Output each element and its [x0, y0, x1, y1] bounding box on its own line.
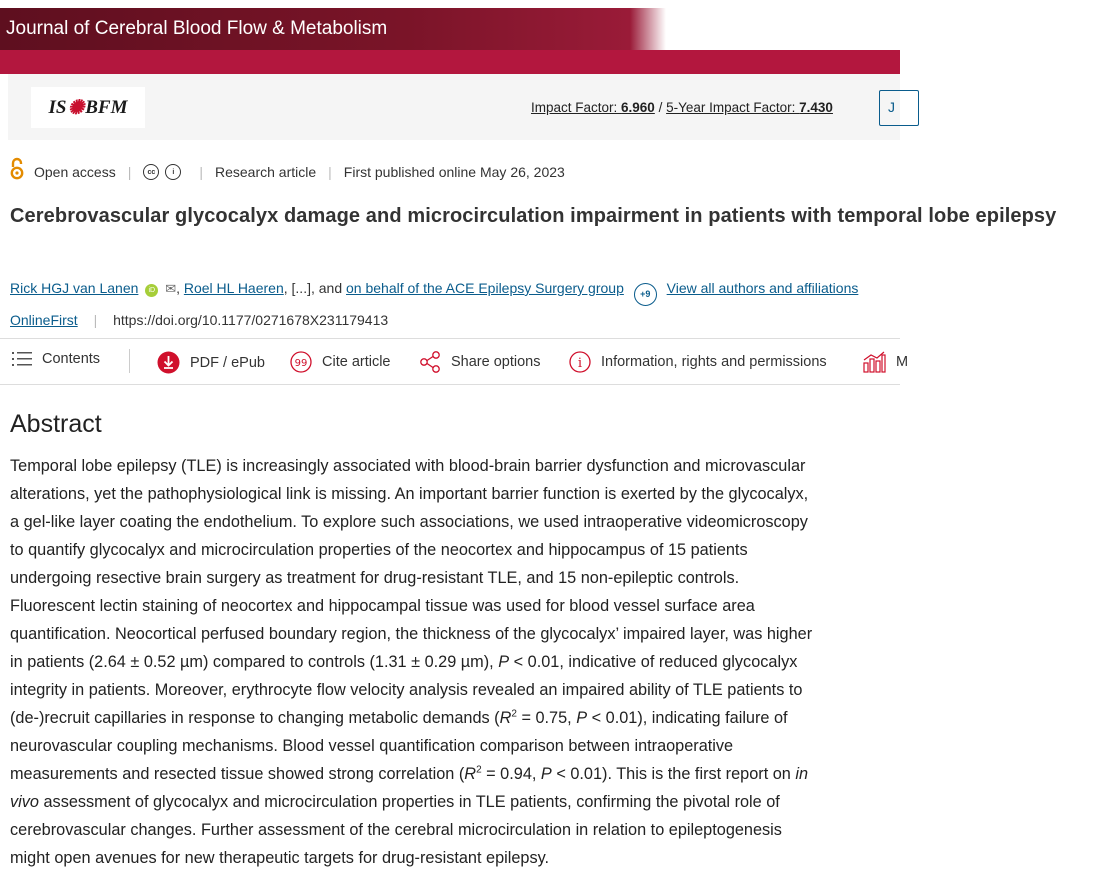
status-link[interactable]: OnlineFirst	[10, 312, 78, 328]
author-list: Rick HGJ van Lanen iD ✉, Roel HL Haeren, [...], and on behalf of the ACE Epilepsy Surgery group +9 View all authors and affiliations	[10, 280, 858, 306]
metrics-button[interactable]	[862, 351, 908, 373]
doi-text[interactable]: https://doi.org/10.1177/0271678X231179413	[113, 312, 389, 328]
isbfm-logo[interactable]	[31, 87, 145, 128]
logo-text-left: IS	[48, 96, 67, 118]
pdf-label: PDF / ePub	[190, 354, 265, 371]
doi-line	[10, 312, 388, 328]
share-label: Share options	[451, 354, 541, 370]
p-symbol: P	[498, 653, 510, 671]
five-year-value: 7.430	[799, 100, 833, 115]
creative-commons-icon[interactable]: cc	[143, 164, 159, 180]
info-button[interactable]	[569, 351, 827, 373]
brand-band	[0, 50, 900, 74]
p-symbol: P	[540, 765, 552, 783]
info-label: Information, rights and permissions	[601, 354, 827, 370]
journal-header	[8, 74, 900, 140]
abstract-text	[10, 452, 820, 872]
share-button[interactable]	[419, 351, 540, 373]
group-author-link[interactable]: on behalf of the ACE Epilepsy Surgery group	[346, 280, 624, 296]
abstract-part: < 0.01, indicative of reduced glycocalyx integrity in patients. Moreover, erythrocyte flow velocity analysis revealed an impaired ability of TLE patients to (de-)recruit capillaries in response to changing metabolic demands (	[10, 653, 803, 727]
download-icon	[157, 351, 180, 374]
share-icon	[419, 351, 441, 373]
impact-value: 6.960	[621, 100, 655, 115]
p-symbol: P	[576, 709, 588, 727]
article-title: Cerebrovascular glycocalyx damage and microcirculation impairment in patients with temporal lobe epilepsy	[10, 205, 1057, 227]
journal-title[interactable]: Journal of Cerebral Blood Flow & Metabolism	[6, 18, 388, 39]
impact-label: Impact Factor:	[531, 100, 622, 115]
abstract-part: Temporal lobe epilepsy (TLE) is increasingly associated with blood-brain barrier dysfunction and microvascular alterations, yet the pathophysiological link is missing. An important barrier function is exerted by the glycocalyx, a gel-like layer coating the endothelium. To explore such associations, we used intraoperative videomicroscopy to quantify glycocalyx and microcirculation properties of the neocortex and hippocampus of 15 patients undergoing resective brain surgery as treatment for drug-resistant TLE, and 15 non-epileptic controls. Fluorescent lectin staining of neocortex and hippocampal tissue was used for blood vessel surface area quantification. Neocortical perfused boundary region, the thickness of the glycocalyx’ impaired layer, was higher in patients (2.64 ± 0.52 µm) compared to controls (1.31 ± 0.29 µm),	[10, 457, 813, 671]
logo-text-right: BFM	[85, 96, 128, 118]
article-type: Research article	[215, 164, 317, 180]
article-meta	[10, 158, 565, 186]
publish-date: First published online May 26, 2023	[343, 164, 565, 180]
journal-banner	[0, 8, 900, 50]
abstract-part: assessment of glycocalyx and microcirculation properties in TLE patients, confirming the pivotal role of cerebrovascular changes. Further assessment of the cerebral microcirculation in relation to epileptogenesis might open avenues for new therapeutic targets for drug-resistant epilepsy.	[10, 793, 782, 867]
meta-divider: |	[328, 164, 332, 180]
abstract-part: < 0.01), indicating failure of neurovascular coupling mechanisms. Blood vessel quantification comparison between intraoperative measurements and resected tissue showed strong correlation (	[10, 709, 788, 783]
author-ellipsis[interactable]: , [...], and	[283, 280, 347, 296]
list-icon	[12, 352, 32, 366]
open-access-label: Open access	[34, 164, 116, 180]
metrics-label: M	[896, 354, 909, 370]
view-all-authors-link[interactable]: View all authors and affiliations	[666, 280, 859, 296]
meta-divider: |	[93, 312, 98, 328]
contents-label: Contents	[42, 351, 101, 367]
r-symbol: R	[464, 765, 477, 783]
abstract-part: < 0.01). This is the first report on	[551, 765, 796, 783]
abstract-part: = 0.94,	[481, 765, 541, 783]
abstract-part: = 0.75,	[516, 709, 577, 727]
superscript: 2	[476, 764, 482, 776]
r-symbol: R	[499, 709, 512, 727]
author-link[interactable]: Rick HGJ van Lanen	[10, 280, 139, 296]
impact-separator: /	[654, 100, 667, 115]
cite-label: Cite article	[322, 354, 391, 370]
info-icon	[569, 351, 591, 373]
meta-divider: |	[127, 164, 132, 180]
abstract-heading: Abstract	[10, 410, 102, 438]
journal-home-button[interactable]: J	[879, 90, 919, 126]
svg-text:i: i	[577, 356, 583, 371]
contents-button[interactable]	[12, 351, 100, 367]
toolbar-divider	[129, 349, 130, 373]
impact-factor[interactable]	[531, 100, 833, 115]
attribution-icon[interactable]: i	[165, 164, 181, 180]
superscript: 2	[511, 708, 517, 720]
email-icon[interactable]: ✉	[165, 281, 177, 296]
in-vivo-text: in vivo	[10, 765, 809, 811]
open-access-icon	[10, 158, 24, 186]
article-toolbar	[0, 338, 909, 385]
logo-swirl-icon: ✺	[67, 97, 85, 119]
orcid-icon[interactable]: iD	[145, 284, 158, 297]
bar-chart-icon	[862, 351, 886, 373]
cite-button[interactable]	[290, 351, 391, 373]
meta-divider: |	[199, 164, 203, 180]
more-authors-button[interactable]: +9	[634, 283, 657, 306]
pdf-button[interactable]	[157, 351, 265, 374]
five-year-label: 5-Year Impact Factor:	[666, 100, 800, 115]
svg-text:99: 99	[294, 358, 308, 369]
author-link[interactable]: Roel HL Haeren	[183, 280, 284, 296]
quote-icon	[290, 351, 312, 373]
